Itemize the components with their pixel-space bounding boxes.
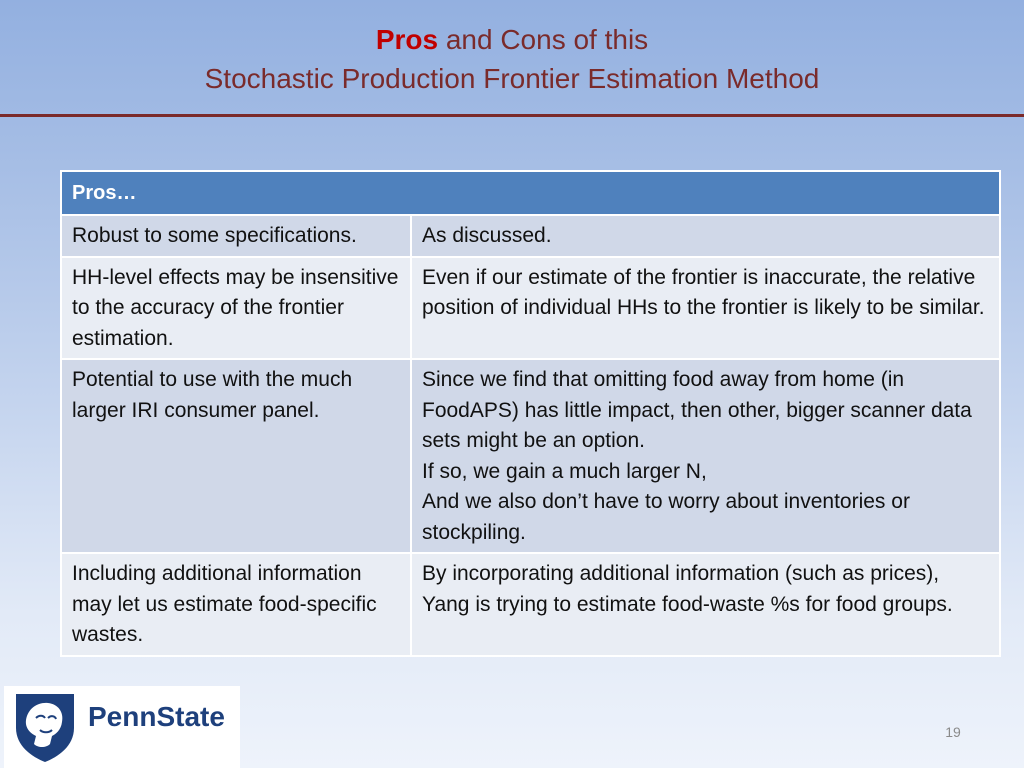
logo-wordmark: PennState: [88, 701, 225, 732]
row-explanation-cell: [411, 553, 1000, 656]
explanation-line: Even if our estimate of the frontier is inaccurate, the relative position of individual HHs to the frontier is likely to be similar.: [422, 265, 985, 319]
table-row: [61, 257, 1000, 360]
nittany-lion-shield-icon: [12, 690, 78, 764]
explanation-line: And we also don’t have to worry about inventories or stockpiling.: [422, 490, 910, 544]
explanation-line: If so, we gain a much larger N,: [422, 459, 707, 483]
slide-title: [0, 0, 1024, 114]
row-pro-cell: Including additional information may let us estimate food-specific wastes.: [61, 553, 411, 656]
row-explanation-cell: [411, 359, 1000, 553]
explanation-line: Since we find that omitting food away from home (in FoodAPS) has little impact, then other, bigger scanner data sets might be an option.: [422, 368, 972, 452]
row-pro-cell: HH-level effects may be insensitive to the accuracy of the frontier estimation.: [61, 257, 411, 360]
explanation-line: By incorporating additional information (such as prices), Yang is trying to estimate food-waste %s for food groups.: [422, 562, 953, 616]
row-explanation-cell: [411, 215, 1000, 257]
title-line-1: [0, 22, 1024, 58]
pros-table-container: [60, 170, 999, 657]
pennstate-logo: [4, 686, 240, 768]
explanation-line: As discussed.: [422, 224, 552, 247]
table-row: [61, 359, 1000, 553]
pros-table: [60, 170, 1001, 657]
row-pro-cell: Potential to use with the much larger IRI consumer panel.: [61, 359, 411, 553]
title-line-2: Stochastic Production Frontier Estimation Method: [204, 63, 820, 94]
title-emphasis: Pros: [375, 24, 439, 55]
row-explanation-cell: [411, 257, 1000, 360]
table-header: Pros…: [61, 171, 1000, 215]
row-pro-cell: Robust to some specifications.: [61, 215, 411, 257]
table-row: [61, 215, 1000, 257]
title-divider: [0, 114, 1024, 117]
table-row: [61, 553, 1000, 656]
title-line-1-text: and Cons of this: [438, 24, 649, 55]
slide-number: 19: [945, 724, 961, 740]
